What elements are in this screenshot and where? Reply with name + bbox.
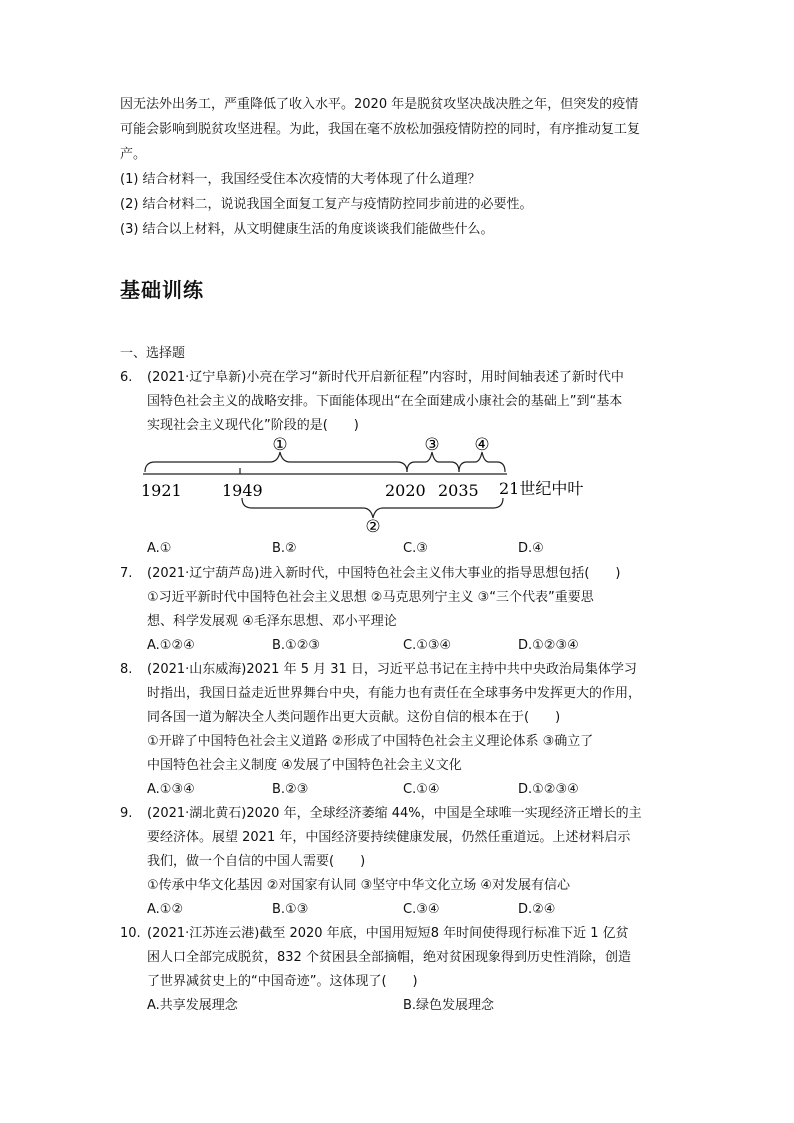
intro-question-3: (3) 结合以上材料，从文明健康生活的角度谈谈我们能做些什么。	[120, 222, 494, 237]
question-line: (2021·江苏连云港)截至 2020 年底，中国用短短8 年时间使得现行标准下近 1 亿贫	[147, 926, 629, 941]
question-line: 同各国一道为解决全人类问题作出更大贡献。这份自信的根本在于( )	[147, 710, 561, 725]
option-c[interactable]: C.③	[403, 541, 428, 556]
question-line: 要经济体。展望 2021 年，中国经济要持续健康发展，仍然任重道远。上述材料启示	[147, 830, 631, 845]
option-a[interactable]: A.共享发展理念	[147, 998, 238, 1013]
brace-3	[407, 452, 459, 472]
question-line: (2021·辽宁葫芦岛)进入新时代，中国特色社会主义伟大事业的指导思想包括( )	[147, 566, 621, 581]
option-d[interactable]: D.①②③④	[518, 782, 579, 797]
question-line: (2021·山东威海)2021 年 5 月 31 日，习近平总书记在主持中共中央政治局集体学习	[147, 662, 637, 677]
brace-4	[459, 452, 505, 472]
question-number: 9.	[120, 806, 133, 821]
mark-4: ④	[474, 435, 490, 455]
intro-question-2: (2) 结合材料二，说说我国全面复工复产与疫情防控同步前进的必要性。	[120, 197, 533, 212]
question-number: 10.	[120, 926, 141, 941]
option-b[interactable]: B.①②③	[272, 638, 321, 653]
question-line: 困人口全部完成脱贫，832 个贫困县全部摘帽，绝对贫困现象得到历史性消除，创造	[147, 950, 631, 965]
question-line: ①开辟了中国特色社会主义道路 ②形成了中国特色社会主义理论体系 ③确立了	[147, 734, 594, 749]
intro-question-1: (1) 结合材料一，我国经受住本次疫情的大考体现了什么道理？	[120, 172, 481, 187]
year-label-1921: 1921	[141, 481, 182, 500]
brace-1	[145, 452, 407, 472]
question-line: 国特色社会主义的战略安排。下面能体现出“在全面建成小康社会的基础上”到“基本	[147, 394, 623, 409]
option-d[interactable]: D.②④	[518, 902, 556, 917]
option-d[interactable]: D.①②③④	[518, 638, 579, 653]
option-a[interactable]: A.①②④	[147, 638, 195, 653]
question-line: 想、科学发展观 ④毛泽东思想、邓小平理论	[147, 614, 397, 629]
question-line: ①习近平新时代中国特色社会主义思想 ②马克思列宁主义 ③“三个代表”重要思	[147, 590, 594, 605]
year-label-mid-century: 21世纪中叶	[499, 479, 584, 498]
question-number: 7.	[120, 566, 133, 581]
subsection-title: 一、选择题	[120, 346, 186, 361]
mark-1: ①	[272, 435, 288, 455]
option-b[interactable]: B.②③	[272, 782, 309, 797]
section-title: 基础训练	[120, 278, 204, 302]
option-d[interactable]: D.④	[518, 541, 544, 556]
question-number: 6.	[120, 370, 133, 385]
option-a[interactable]: A.①②	[147, 902, 184, 917]
option-c[interactable]: C.③④	[403, 902, 440, 917]
year-label-2020: 2020	[385, 481, 426, 500]
year-label-1949: 1949	[222, 481, 263, 500]
option-c[interactable]: C.①③④	[403, 638, 452, 653]
option-b[interactable]: B.②	[272, 541, 297, 556]
brace-2	[242, 498, 503, 518]
timeline-figure	[135, 432, 605, 537]
question-number: 8.	[120, 662, 133, 677]
question-line: 实现社会主义现代化”阶段的是( )	[147, 418, 359, 433]
question-line: 了世界减贫史上的“中国奇迹”。这体现了( )	[147, 974, 418, 989]
option-b[interactable]: B.①③	[272, 902, 309, 917]
option-b[interactable]: B.绿色发展理念	[403, 998, 495, 1013]
option-a[interactable]: A.①	[147, 541, 172, 556]
question-line: 中国特色社会主义制度 ④发展了中国特色社会主义文化	[147, 758, 462, 773]
option-c[interactable]: C.①④	[403, 782, 440, 797]
intro-line-2: 可能会影响到脱贫攻坚进程。为此，我国在毫不放松加强疫情防控的同时，有序推动复工复	[120, 122, 641, 137]
question-line: (2021·辽宁阜新)小亮在学习“新时代开启新征程”内容时，用时间轴表述了新时代中	[147, 370, 624, 385]
question-line: 我们，做一个自信的中国人需要( )	[147, 854, 366, 869]
option-a[interactable]: A.①③④	[147, 782, 195, 797]
year-label-2035: 2035	[438, 481, 479, 500]
intro-line-3: 产。	[120, 147, 147, 162]
question-line: 时指出，我国日益走近世界舞台中央，有能力也有责任在全球事务中发挥更大的作用，	[147, 686, 642, 701]
mark-3: ③	[424, 435, 440, 455]
question-line: ①传承中华文化基因 ②对国家有认同 ③坚守中华文化立场 ④对发展有信心	[147, 878, 571, 893]
question-line: (2021·湖北黄石)2020 年，全球经济萎缩 44%，中国是全球唯一实现经济正增长的主	[147, 806, 642, 821]
mark-2: ②	[365, 517, 381, 537]
intro-line-1: 因无法外出务工，严重降低了收入水平。2020 年是脱贫攻坚决战决胜之年，但突发的疫情	[120, 97, 639, 112]
